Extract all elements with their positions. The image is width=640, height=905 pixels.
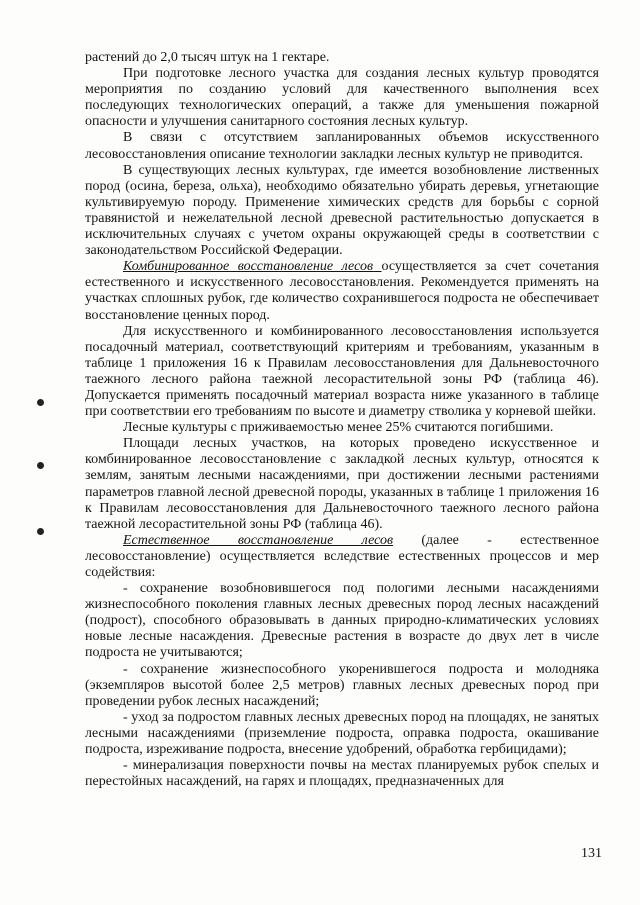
paragraph: При подготовке лесного участка для создания лесных культур проводятся мероприятия по созданию условий для качественного выполнения всех последующих технологических операций, а также для уменьшения пожарной опасности и улучшения санитарного состояния лесных культур. [85, 66, 599, 130]
paragraph-text: осуществляется за счет сочетания естественного и искусственного лесовосстановления. Рекомендуется применять на участках сплошных рубок, где количество сохранившегося подроста не обеспечивает восстановление ценных пород. [85, 259, 599, 323]
paragraph-text: (далее - естественное лесовосстановление) осуществляется вследствие естественных процессов и мер содействия: [85, 532, 599, 580]
paragraph: растений до 2,0 тысяч штук на 1 гектаре. [85, 50, 330, 65]
binding-hole-mark [37, 462, 44, 469]
binding-hole-mark [37, 399, 44, 406]
list-item: - уход за подростом главных лесных древесных пород на площадях, не занятых лесными насаждениями (приземление подроста, оправка подроста, окашивание подроста, изреживание подроста, внесение удобрений, обработка гербицидами); [85, 709, 599, 758]
paragraph: Площади лесных участков, на которых проведено искусственное и комбинированное лесовосстановление с закладкой лесных культур, относятся к землям, занятым лесными насаждениями, при достижении лесными растениями параметров главной лесной древесной породы, указанных в таблице 1 приложения 16 к Правилам лесовосстановления для Дальневосточного таежного лесного района таежной лесорастительной зоны РФ (таблица 46). [85, 436, 599, 532]
paragraph [85, 259, 599, 323]
binding-hole-mark [37, 528, 44, 535]
paragraph: Для искусственного и комбинированного лесовосстановления используется посадочный материал, соответствующий критериям и требованиям, указанным в таблице 1 приложения 16 к Правилам лесовосстановления для Дальневосточного таежного лесного района таежной лесорастительной зоны РФ (таблица 46). Допускается применять посадочный материал возраста ниже указанного в таблице при соответствии его требованиям по высоте и диаметру стволика у корневой шейки. [85, 323, 599, 420]
paragraph: В связи с отсутствием запланированных объемов искусственного лесовосстановления описание технологии закладки лесных культур не приводится. [85, 130, 599, 162]
page-number: 131 [581, 846, 602, 861]
paragraph [85, 533, 599, 581]
paragraph: Лесные культуры с приживаемостью менее 25% считаются погибшими. [123, 420, 554, 436]
term-combined-restoration: Комбинированное восстановление лесов [123, 259, 382, 275]
document-body [85, 50, 599, 790]
paragraph: В существующих лесных культурах, где имеется возобновление лиственных пород (осина, береза, ольха), необходимо обязательно убирать деревья, угнетающие культивируемую породу. Применение химических средств для борьбы с сорной травянистой и нежелательной лесной древесной растительностью допускается в исключительных случаях с учетом охраны окружающей среды в соответствии с законодательством Российской Федерации. [85, 162, 599, 259]
term-natural-restoration: Естественное восстановление лесов [123, 532, 394, 548]
list-item: - минерализация поверхности почвы на местах планируемых рубок спелых и перестойных насаждений, на гарях и площадях, предназначенных для [85, 758, 599, 790]
list-item: - сохранение жизнеспособного укоренившегося подроста и молодняка (экземпляров высотой более 2,5 метров) главных лесных древесных пород при проведении рубок лесных насаждений; [85, 661, 599, 709]
list-item: - сохранение возобновившегося под пологими лесными насаждениями жизнеспособного поколения главных лесных древесных пород лесных насаждений (подрост), способного образовывать в данных природно-климатических условиях новые лесные насаждения. Древесные растения в возрасте до двух лет в числе подроста не учитываются; [85, 581, 599, 661]
